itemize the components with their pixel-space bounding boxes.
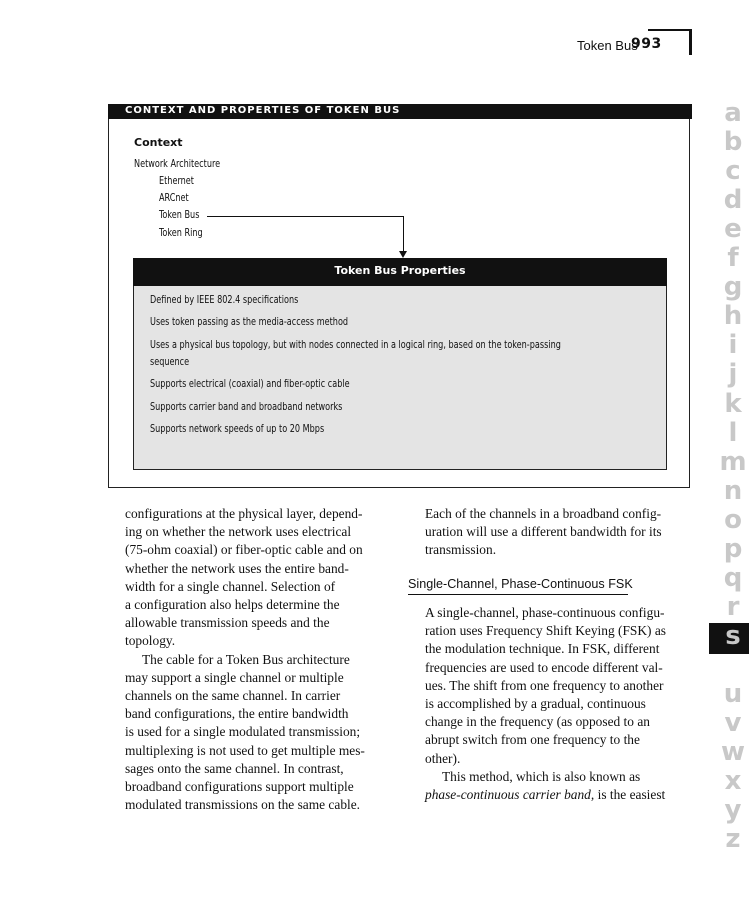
text-line: A single-channel, phase-continuous configu-	[425, 605, 665, 620]
thumb-letter-v: v	[724, 708, 742, 738]
thumb-letter-r: r	[726, 592, 740, 622]
text-line: allowable transmission speeds and the	[125, 615, 330, 631]
thumb-letter-z: z	[725, 824, 741, 854]
text-line	[425, 786, 695, 804]
context-child-highlight: Token Bus	[159, 208, 200, 221]
text-line: The cable for a Token Bus architecture	[142, 651, 350, 667]
text-line: band configurations, the entire bandwidth	[125, 706, 349, 722]
thumb-letter-b: b	[723, 127, 743, 157]
text-line: This method, which is also known as	[442, 768, 641, 784]
property-item: Uses a physical bus topology, but with nodes connected in a logical ring, based on the token-passing	[150, 338, 561, 351]
text-line: change in the frequency (as opposed to an	[425, 714, 650, 730]
section-heading: Single-Channel, Phase-Continuous FSK	[408, 577, 633, 591]
text-line: width for a single channel. Selection of	[125, 578, 336, 594]
text-line: abrupt switch from one frequency to the	[425, 732, 640, 748]
arrow-down-icon	[399, 251, 407, 258]
text-line: may support a single channel or multiple	[125, 669, 344, 685]
text-line: multiplexing is not used to get multiple mes-	[125, 742, 365, 758]
text-line: the modulation technique. In FSK, different	[425, 641, 660, 657]
text-line: other).	[425, 750, 461, 766]
text-line: whether the network uses the entire band-	[125, 560, 349, 576]
italic-term: phase-continuous carrier band,	[425, 787, 595, 803]
thumb-letter-f: f	[727, 243, 739, 273]
thumb-letter-h: h	[723, 301, 743, 331]
thumb-letter-d: d	[723, 185, 743, 215]
page-number: 993	[631, 36, 662, 52]
context-child: Token Ring	[159, 226, 203, 239]
context-root: Network Architecture	[134, 157, 221, 170]
text-line: transmission.	[425, 542, 497, 558]
text-line: ing on whether the network uses electrical	[125, 524, 352, 540]
connector-line	[403, 216, 404, 252]
left-column	[125, 505, 397, 814]
text-line: modulated transmissions on the same cable.	[125, 797, 361, 813]
context-child: ARCnet	[159, 191, 189, 204]
text-line: sages onto the same channel. In contrast,	[125, 760, 344, 776]
thumb-letter-l: l	[728, 418, 738, 448]
right-column-intro	[425, 505, 695, 560]
context-child: Ethernet	[159, 174, 194, 187]
right-column-body	[425, 604, 695, 804]
thumb-letter-u: u	[723, 679, 743, 709]
thumb-letter-e: e	[724, 214, 742, 244]
connector-line	[207, 216, 404, 217]
figure-title: CONTEXT AND PROPERTIES OF TOKEN BUS	[125, 105, 401, 116]
property-item: sequence	[150, 355, 190, 368]
thumb-letter-a: a	[724, 98, 742, 128]
text-line: frequencies are used to encode different val-	[425, 659, 663, 675]
thumb-letter-m: m	[719, 447, 747, 477]
thumb-letter-t: t	[726, 650, 740, 680]
text-line: topology.	[125, 633, 176, 649]
section-rule	[408, 594, 628, 595]
text-line: ration uses Frequency Shift Keying (FSK) as	[425, 623, 666, 639]
text-line: Each of the channels in a broadband config-	[425, 506, 662, 521]
thumb-letter-s: s	[725, 621, 741, 651]
text-line: uration will use a different bandwidth for its	[425, 524, 662, 540]
thumb-letter-n: n	[723, 476, 743, 506]
property-item: Defined by IEEE 802.4 specifications	[150, 293, 299, 306]
thumb-letter-x: x	[724, 766, 742, 796]
text-line: is used for a single modulated transmission;	[125, 724, 361, 740]
thumb-letter-k: k	[724, 389, 742, 419]
text-line: a configuration also helps determine the	[125, 597, 340, 613]
thumb-letter-j: j	[728, 359, 738, 389]
thumb-letter-g: g	[723, 272, 743, 302]
thumb-letter-w: w	[720, 737, 746, 767]
property-item: Supports electrical (coaxial) and fiber-optic cable	[150, 377, 350, 390]
text-line: broadband configurations support multiple	[125, 779, 354, 795]
properties-title: Token Bus Properties	[334, 264, 466, 277]
text-line: configurations at the physical layer, depend-	[125, 506, 363, 521]
thumb-letter-c: c	[725, 156, 741, 186]
thumb-letter-o: o	[724, 505, 742, 535]
running-title: Token Bus	[577, 38, 638, 53]
property-item: Uses token passing as the media-access method	[150, 315, 349, 328]
text-line: is accomplished by a gradual, continuous	[425, 696, 646, 712]
property-item: Supports carrier band and broadband networks	[150, 400, 343, 413]
text-line: ues. The shift from one frequency to another	[425, 677, 664, 693]
text-line: channels on the same channel. In carrier	[125, 688, 341, 704]
thumb-letter-i: i	[728, 330, 738, 360]
context-heading: Context	[134, 136, 183, 149]
text-fragment: is the easiest	[597, 787, 666, 803]
header-rule-horizontal	[648, 29, 692, 31]
property-item: Supports network speeds of up to 20 Mbps	[150, 422, 325, 435]
thumb-letter-y: y	[724, 795, 742, 825]
thumb-letter-p: p	[723, 534, 743, 564]
text-line: (75-ohm coaxial) or fiber-optic cable and on	[125, 542, 363, 558]
header-rule-vertical	[689, 29, 692, 55]
thumb-letter-q: q	[723, 563, 743, 593]
